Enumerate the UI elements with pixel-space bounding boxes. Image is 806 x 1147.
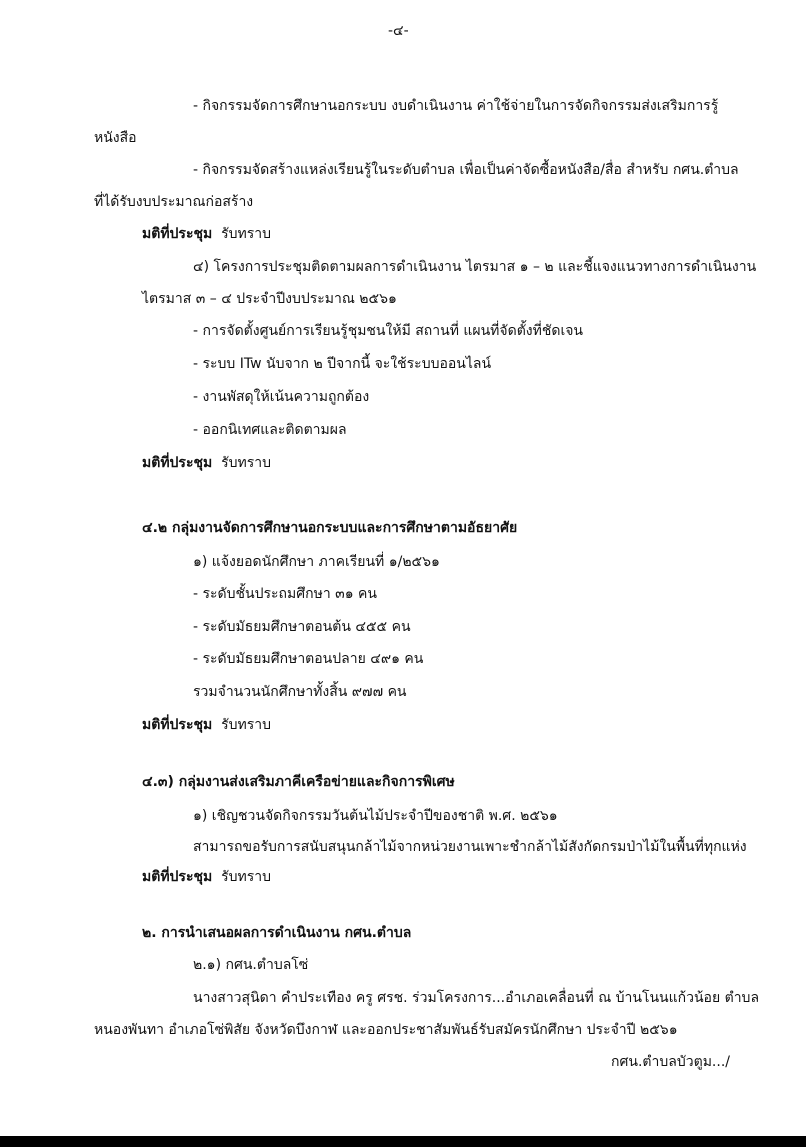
- resolution-label: มติที่ประชุม: [142, 455, 213, 471]
- resolution-label: มติที่ประชุม: [142, 869, 213, 885]
- continuation-footer: กศน.ตำบลบัวตูม.../: [611, 1054, 730, 1070]
- bullet-nonformal-activity-cont: หนังสือ: [94, 130, 137, 146]
- resolution-value: รับทราบ: [221, 455, 272, 471]
- resolution-label: มติที่ประชุม: [142, 717, 213, 733]
- bullet-upper-secondary: - ระดับมัธยมศึกษาตอนปลาย ๔๙๑ คน: [193, 651, 424, 667]
- resolution-1: [142, 225, 271, 243]
- page-number: -๔-: [388, 23, 409, 39]
- bullet-learning-center-cont: ที่ได้รับงบประมาณก่อสร้าง: [94, 194, 254, 210]
- resolution-value: รับทราบ: [221, 226, 272, 242]
- bullet-supplies: - งานพัสดุให้เน้นความถูกต้อง: [193, 389, 370, 405]
- student-total: รวมจำนวนนักศึกษาทั้งสิ้น ๙๗๗ คน: [193, 684, 407, 700]
- resolution-label: มติที่ประชุม: [142, 226, 213, 242]
- section-2-heading: ๒. การนำเสนอผลการดำเนินงาน กศน.ตำบล: [142, 925, 412, 941]
- resolution-value: รับทราบ: [221, 869, 272, 885]
- bullet-lower-secondary: - ระดับมัธยมศึกษาตอนต้น ๔๕๕ คน: [193, 619, 411, 635]
- item-4-meeting: ๔) โครงการประชุมติดตามผลการดำเนินงาน ไตรมาส ๑ – ๒ และชี้แจงแนวทางการดำเนินงาน: [193, 259, 757, 275]
- resolution-4: [142, 868, 271, 886]
- resolution-3: [142, 716, 271, 734]
- resolution-2: [142, 454, 271, 472]
- item-1-student-count: ๑) แจ้งยอดนักศึกษา ภาคเรียนที่ ๑/๒๕๖๑: [193, 554, 440, 570]
- resolution-value: รับทราบ: [221, 717, 272, 733]
- bullet-supervision: - ออกนิเทศและติดตามผล: [193, 422, 347, 438]
- item-1-tree-day: ๑) เชิญชวนจัดกิจกรรมวันต้นไม้ประจำปีของชาติ พ.ศ. ๒๕๖๑: [193, 808, 558, 824]
- report-paragraph-cont: หนองพันทา อำเภอโซ่พิสัย จังหวัดบึงกาฬ และออกประชาสัมพันธ์รับสมัครนักศึกษา ประจำปี ๒๕๖๑: [94, 1022, 678, 1038]
- section-4-3-heading: ๔.๓) กลุ่มงานส่งเสริมภาคีเครือข่ายและกิจการพิเศษ: [142, 774, 455, 790]
- bullet-learning-center: - กิจกรรมจัดสร้างแหล่งเรียนรู้ในระดับตำบล เพื่อเป็นค่าจัดซื้อหนังสือ/สื่อ สำหรับ กศน.ตำบล: [193, 162, 739, 178]
- bullet-primary-level: - ระดับชั้นประถมศึกษา ๓๑ คน: [193, 586, 377, 602]
- page-bottom-border: [0, 1136, 806, 1147]
- bullet-itw-system: - ระบบ ITw นับจาก ๒ ปีจากนี้ จะใช้ระบบออนไลน์: [193, 356, 492, 372]
- item-4-meeting-cont: ไตรมาส ๓ – ๔ ประจำปีงบประมาณ ๒๕๖๑: [142, 291, 397, 307]
- section-4-2-heading: ๔.๒ กลุ่มงานจัดการศึกษานอกระบบและการศึกษาตามอัธยาศัย: [142, 520, 518, 536]
- tree-day-detail: สามารถขอรับการสนับสนุนกล้าไม้จากหน่วยงานเพาะชำกล้าไม้สังกัดกรมป่าไม้ในพื้นที่ทุกแห่ง: [193, 839, 747, 855]
- bullet-nonformal-activity: - กิจกรรมจัดการศึกษานอกระบบ งบดำเนินงาน ค่าใช้จ่ายในการจัดกิจกรรมส่งเสริมการรู้: [193, 98, 719, 114]
- bullet-community-center: - การจัดตั้งศูนย์การเรียนรู้ชุมชนให้มี สถานที่ แผนที่จัดตั้งที่ชัดเจน: [193, 323, 584, 339]
- subsection-2-1: ๒.๑) กศน.ตำบลโซ่: [193, 957, 309, 973]
- report-paragraph: นางสาวสุนิดา คำประเทือง ครู ศรช. ร่วมโครงการ...อำเภอเคลื่อนที่ ณ บ้านโนนแก้วน้อย ตำบล: [193, 990, 760, 1006]
